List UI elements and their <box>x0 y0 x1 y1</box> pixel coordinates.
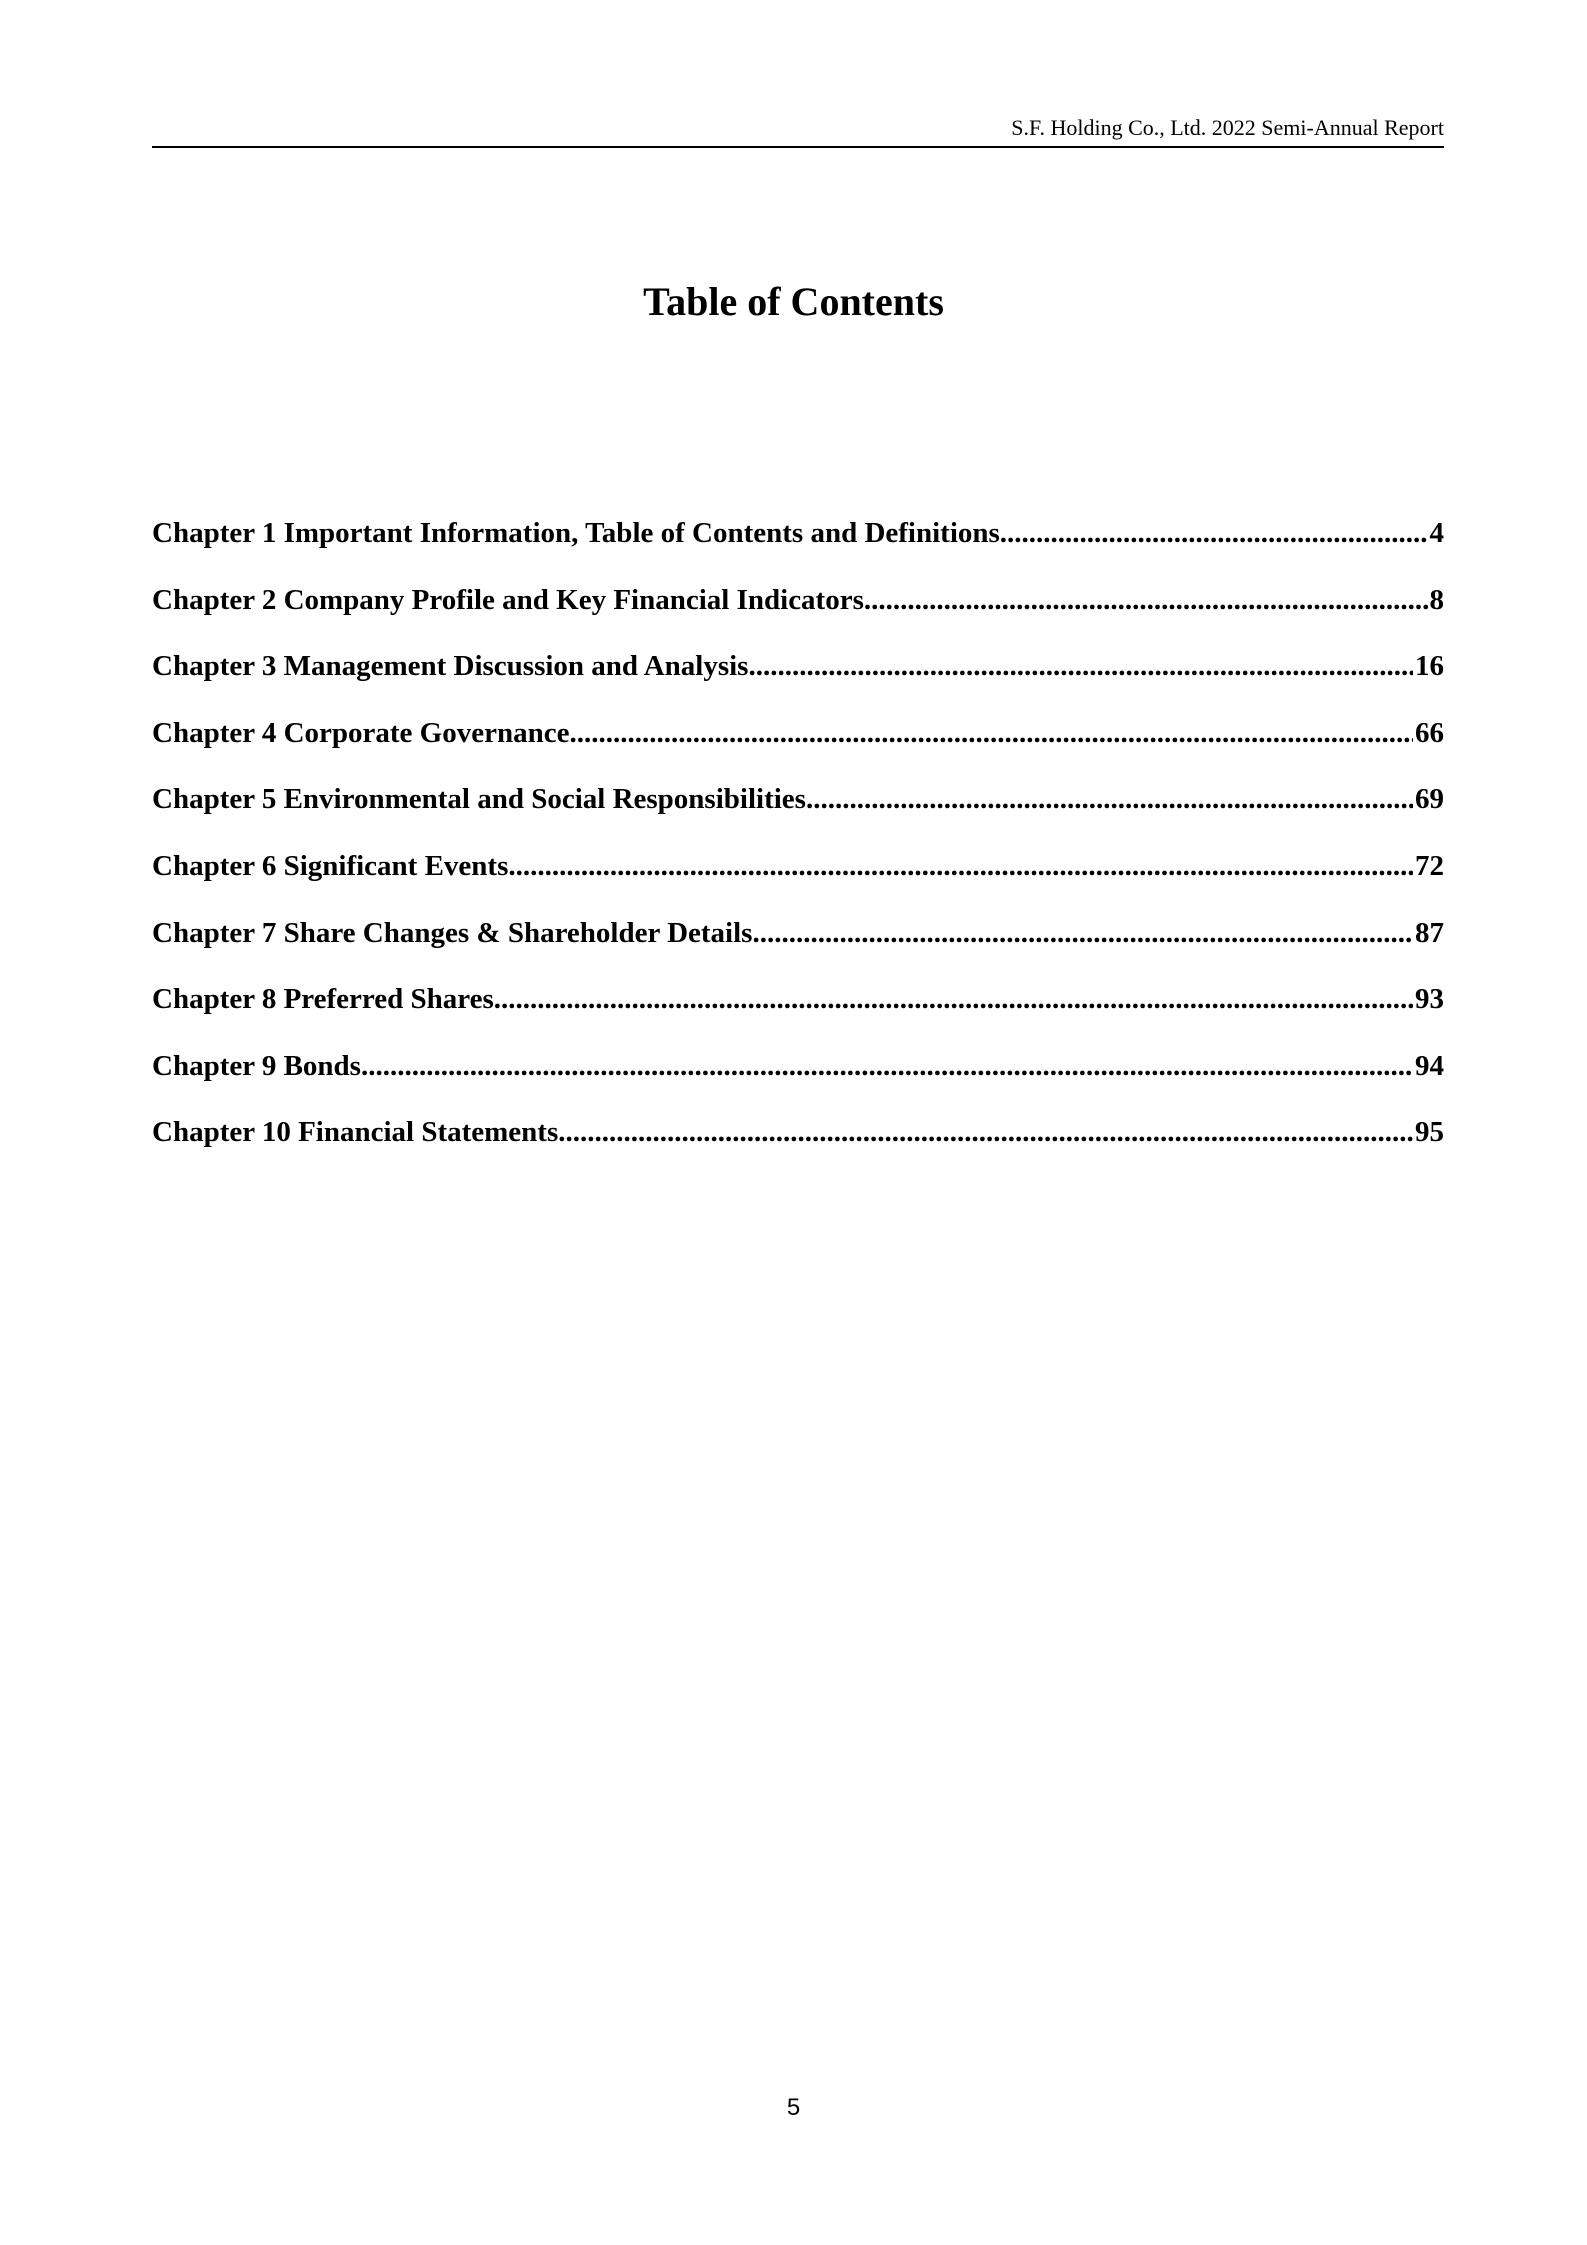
toc-entry-label: Chapter 6 Significant Events <box>152 849 509 882</box>
toc-entry-chapter-1[interactable] <box>152 515 1444 582</box>
toc-entry-page: 4 <box>1429 517 1444 549</box>
toc-title: Table of Contents <box>643 279 944 324</box>
toc-entry-chapter-7[interactable] <box>152 915 1444 982</box>
dot-leader <box>864 582 1428 618</box>
toc-entry-chapter-10[interactable] <box>152 1114 1444 1181</box>
dot-leader <box>806 781 1413 817</box>
dot-leader <box>361 1048 1413 1084</box>
report-header-title: S.F. Holding Co., Ltd. 2022 Semi-Annual Report <box>1011 115 1444 140</box>
toc-entry-label: Chapter 4 Corporate Governance <box>152 716 570 749</box>
dot-leader <box>748 648 1413 684</box>
toc-entry-label: Chapter 10 Financial Statements <box>152 1116 559 1149</box>
toc-entry-page: 72 <box>1415 849 1444 882</box>
toc-entry-page: 66 <box>1415 716 1444 749</box>
toc-entry-chapter-9[interactable] <box>152 1048 1444 1115</box>
toc-entry-chapter-4[interactable] <box>152 715 1444 782</box>
toc-entry-page: 95 <box>1415 1116 1444 1149</box>
toc-entry-chapter-3[interactable] <box>152 648 1444 715</box>
page-header <box>152 112 1444 148</box>
dot-leader <box>494 981 1413 1017</box>
toc-entry-page: 8 <box>1429 583 1444 616</box>
toc-entry-label: Chapter 5 Environmental and Social Responsibilities <box>152 783 806 816</box>
toc-entry-chapter-5[interactable] <box>152 781 1444 848</box>
toc-entry-page: 16 <box>1415 650 1444 683</box>
toc-entry-label: Chapter 1 Important Information, Table of Contents and Definitions <box>152 517 1000 549</box>
toc-entry-chapter-2[interactable] <box>152 582 1444 649</box>
toc-entry-label: Chapter 9 Bonds <box>152 1049 361 1082</box>
toc-list <box>152 515 1444 1181</box>
toc-entry-label: Chapter 2 Company Profile and Key Financial Indicators <box>152 583 864 616</box>
toc-entry-page: 93 <box>1415 983 1444 1016</box>
page-number: 5 <box>786 2094 801 2121</box>
dot-leader <box>508 848 1413 884</box>
toc-entry-label: Chapter 3 Management Discussion and Analysis <box>152 650 749 683</box>
dot-leader <box>1000 515 1428 551</box>
toc-entry-label: Chapter 7 Share Changes & Shareholder Details <box>152 916 753 949</box>
toc-entry-chapter-6[interactable] <box>152 848 1444 915</box>
toc-entry-label: Chapter 8 Preferred Shares <box>152 983 494 1016</box>
dot-leader <box>558 1114 1413 1150</box>
dot-leader <box>569 715 1413 751</box>
toc-entry-chapter-8[interactable] <box>152 981 1444 1048</box>
toc-entry-page: 87 <box>1415 916 1444 949</box>
toc-entry-page: 69 <box>1415 783 1444 816</box>
toc-entry-page: 94 <box>1415 1049 1444 1082</box>
dot-leader <box>752 915 1413 951</box>
